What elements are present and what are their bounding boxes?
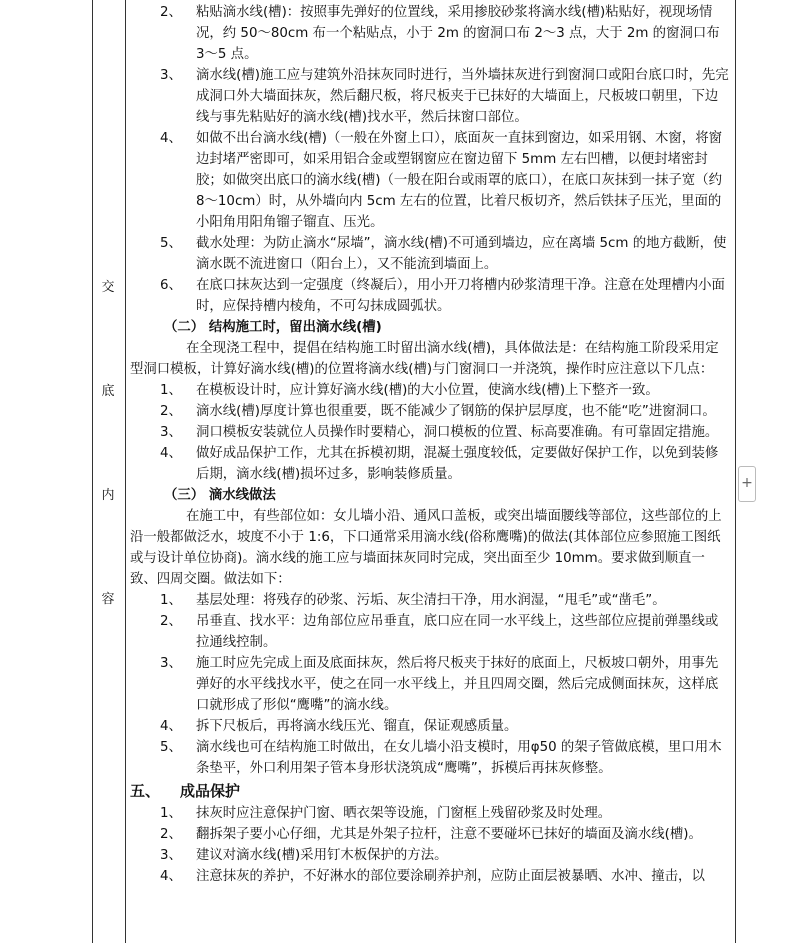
side-label-char: 交 [101, 280, 115, 295]
section-heading-title: 成品保护 [180, 782, 241, 800]
section-heading-number: 五、 [130, 782, 161, 800]
list-item-text: 注意抹灰的养护，不好淋水的部位要涂刷养护剂，应防止面层被暴晒、水冲、撞击，以 [196, 869, 705, 884]
table-right-border [735, 0, 736, 943]
list-item-text: 施工时应先完成上面及底面抹灰，然后将尺板夹于抹好的底面上，尺板坡口朝外，用事先弹好的水平线找水平，使之在同一水平线上，并且四周交圈，然后完成侧面抹灰，这样底口就形成了形似“鹰嘴”的滴水线。 [196, 656, 719, 713]
list-item [130, 866, 730, 887]
list-item-text: 建议对滴水线(槽)采用钉木板保护的方法。 [196, 848, 448, 863]
list-item-text: 滴水线(槽)厚度计算也很重要，既不能减少了钢筋的保护层厚度，也不能“吃”进窗洞口。 [196, 404, 716, 419]
list-item-number: 2、 [160, 404, 182, 419]
list-item-number: 2、 [160, 827, 182, 842]
subsection-heading: （二） 结构施工时，留出滴水线(槽) [164, 320, 382, 335]
expand-button[interactable]: + [738, 466, 756, 502]
list-item [130, 845, 730, 866]
list-item-text: 拆下尺板后，再将滴水线压光、镏直，保证观感质量。 [196, 719, 518, 734]
list-item-text: 截水处理：为防止滴水“尿墙”，滴水线(槽)不可通到墙边，应在离墙 5cm 的地方截断，使滴水既不流进窗口（阳台上），又不能流到墙面上。 [196, 236, 727, 272]
list-item [130, 233, 730, 275]
list-item [130, 401, 730, 422]
list-item-text: 洞口模板安装就位人员操作时要精心，洞口模板的位置、标高要准确。有可靠固定措施。 [196, 425, 719, 440]
list-item-number: 4、 [160, 446, 182, 461]
table-left-border [92, 0, 93, 943]
list-item-text: 吊垂直、找水平：边角部位应吊垂直，底口应在同一水平线上，这些部位应提前弹墨线或拉通线控制。 [196, 614, 719, 650]
list-item [130, 422, 730, 443]
list-item [130, 611, 730, 653]
list-item-number: 3、 [160, 68, 182, 83]
list-item-number: 4、 [160, 131, 182, 146]
list-item-number: 5、 [160, 740, 182, 755]
list-item-number: 1、 [160, 383, 182, 398]
list-item-number: 2、 [160, 5, 182, 20]
list-item-number: 3、 [160, 656, 182, 671]
list-item [130, 824, 730, 845]
list-item-text: 在模板设计时，应计算好滴水线(槽)的大小位置，使滴水线(槽)上下整齐一致。 [196, 383, 659, 398]
list-item [130, 653, 730, 716]
list-item-text: 粘贴滴水线(槽)：按照事先弹好的位置线，采用掺胶砂浆将滴水线(槽)粘贴好，视现场情况，约 50～80cm 布一个粘贴点，小于 2m 的窗洞口布 2～3 点，大于 2m 的窗洞口布 3～5 点。 [196, 5, 720, 62]
list-item-number: 2、 [160, 614, 182, 629]
list-item-number: 5、 [160, 236, 182, 251]
list-item [130, 590, 730, 611]
list-item-text: 翻拆架子要小心仔细，尤其是外架子拉杆，注意不要碰坏已抹好的墙面及滴水线(槽)。 [196, 827, 702, 842]
document-body [130, 2, 730, 887]
list-item-number: 4、 [160, 869, 182, 884]
list-item-number: 1、 [160, 593, 182, 608]
list-item [130, 275, 730, 317]
list-item-number: 3、 [160, 848, 182, 863]
list-item [130, 2, 730, 65]
list-item [130, 65, 730, 128]
subsection-heading: （三） 滴水线做法 [164, 488, 276, 503]
side-label-char: 内 [101, 488, 115, 503]
list-item-text: 滴水线(槽)施工应与建筑外沿抹灰同时进行，当外墙抹灰进行到窗洞口或阳台底口时，先完成洞口外大墙面抹灰，然后翻尺板，将尺板夹于已抹好的大墙面上，尺板坡口朝里，下边线与事先粘贴好的滴水线(槽)找水平，然后抹窗口部位。 [196, 68, 729, 125]
list-item-number: 4、 [160, 719, 182, 734]
list-item [130, 443, 730, 485]
list-item-text: 滴水线也可在结构施工时做出，在女儿墙小沿支模时，用φ50 的架子管做底模，里口用木条垫平，外口利用架子管本身形状浇筑成“鹰嘴”，拆模后再抹灰修整。 [196, 740, 722, 776]
list-item-number: 6、 [160, 278, 182, 293]
side-label-char: 底 [101, 384, 115, 399]
list-item-text: 抹灰时应注意保护门窗、晒衣架等设施，门窗框上残留砂浆及时处理。 [196, 806, 612, 821]
list-item-text: 基层处理：将残存的砂浆、污垢、灰尘清扫干净，用水润湿，“甩毛”或“凿毛”。 [196, 593, 666, 608]
list-item-text: 在底口抹灰达到一定强度（终凝后），用小开刀将槽内砂浆清理干净。注意在处理槽内小面时，应保持槽内棱角，不可勾抹成圆弧状。 [196, 278, 725, 314]
list-item-text: 做好成品保护工作，尤其在拆模初期，混凝土强度较低，定要做好保护工作，以免到装修后期，滴水线(槽)损坏过多，影响装修质量。 [196, 446, 719, 482]
section-heading [130, 781, 730, 802]
list-item [130, 737, 730, 779]
paragraph: 在施工中，有些部位如：女儿墙小沿、通风口盖板，或突出墙面腰线等部位，这些部位的上沿一般都做泛水，坡度不小于 1:6，下口通常采用滴水线(俗称鹰嘴)的做法(其体部位应参照施工图纸或与设计单位协商)。滴水线的施工应与墙面抹灰同时完成，突出面至少 10mm。要求做到顺直一致、四周交圈。做法如下： [130, 509, 722, 587]
table-column-divider [125, 0, 126, 943]
list-item-text: 如做不出台滴水线(槽)（一般在外窗上口），底面灰一直抹到窗边，如采用钢、木窗，将窗边封堵严密即可，如采用铝合金或塑钢窗应在窗边留下 5mm 左右凹槽，以便封堵密封胶；如做突出底口的滴水线(槽)（一般在阳台或雨罩的底口），在底口灰抹到一抹子宽（约 8～10cm）时，从外墙向内 5cm 左右的位置，比着尺板切齐，然后铁抹子压光，里面的小阳角用阳角镏子镏直、压光。 [196, 131, 722, 230]
list-item [130, 380, 730, 401]
list-item [130, 803, 730, 824]
side-label-char: 容 [101, 592, 115, 607]
paragraph: 在全现浇工程中，提倡在结构施工时留出滴水线(槽)，具体做法是：在结构施工阶段采用定型洞口模板，计算好滴水线(槽)的位置将滴水线(槽)与门窗洞口一并浇筑，操作时应注意以下几点： [130, 341, 719, 377]
list-item-number: 1、 [160, 806, 182, 821]
list-item [130, 716, 730, 737]
list-item [130, 128, 730, 233]
list-item-number: 3、 [160, 425, 182, 440]
